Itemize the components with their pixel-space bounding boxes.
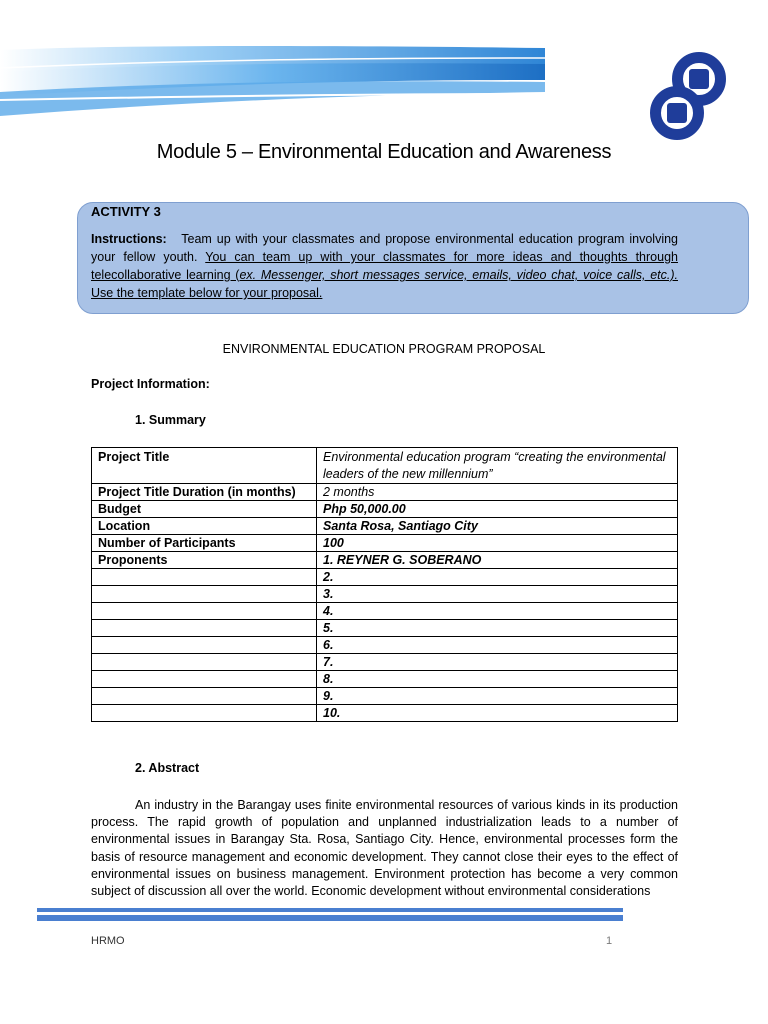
school-seal-icon — [650, 86, 704, 140]
summary-heading: 1. Summary — [135, 413, 206, 427]
table-row — [92, 569, 678, 586]
participants-value: 100 — [317, 535, 678, 552]
table-row — [92, 484, 678, 501]
summary-table — [91, 447, 678, 722]
activity-label: ACTIVITY 3 — [91, 204, 161, 219]
table-row — [92, 705, 678, 722]
proponent-1: 1. REYNER G. SOBERANO — [317, 552, 678, 569]
project-information-label: Project Information: — [91, 377, 210, 391]
footer-divider — [37, 908, 623, 912]
abstract-text: An industry in the Barangay uses finite environmental resources of various kinds in its production process. The rapid growth of population and unplanned industrialization leads to a number of environmental issues in Barangay Sta. Rosa, Santiago City. Hence, environmental processes form the basis of resource management and economic development. They cannot close their eyes to the effect of environmental issues on business management. Environment protection has become a very common subject of discussion all over the world. Economic development without environmental considerations — [91, 798, 678, 899]
header-banner — [0, 40, 560, 130]
budget-value: Php 50,000.00 — [317, 501, 678, 518]
activity-instructions — [91, 230, 678, 302]
budget-label: Budget — [92, 501, 317, 518]
table-row — [92, 620, 678, 637]
proponent-6: 6. — [317, 637, 678, 654]
instructions-underlined-italic: ex. Messenger, short messages service, emails, video chat, voice calls, etc.). — [239, 268, 678, 282]
table-row — [92, 603, 678, 620]
page-number: 1 — [606, 935, 613, 947]
table-row — [92, 552, 678, 569]
proponent-3: 3. — [317, 586, 678, 603]
table-row — [92, 535, 678, 552]
instructions-underlined-2: Use the template below for your proposal. — [91, 286, 323, 300]
table-row — [92, 501, 678, 518]
location-value: Santa Rosa, Santiago City — [317, 518, 678, 535]
project-title-value: Environmental education program “creating the environmental leaders of the new millennium” — [317, 448, 678, 484]
proponents-label: Proponents — [92, 552, 317, 569]
instructions-underlined-1: You can team up with your classmates for more ideas and thoughts through telecollaborative learning ( — [91, 250, 678, 282]
table-row — [92, 637, 678, 654]
abstract-heading: 2. Abstract — [135, 761, 200, 775]
proponent-7: 7. — [317, 654, 678, 671]
module-title: Module 5 – Environmental Education and Awareness — [156, 141, 612, 163]
proponent-9: 9. — [317, 688, 678, 705]
proponent-10: 10. — [317, 705, 678, 722]
proposal-title: ENVIRONMENTAL EDUCATION PROGRAM PROPOSAL — [222, 342, 546, 356]
table-row — [92, 518, 678, 535]
participants-label: Number of Participants — [92, 535, 317, 552]
table-row — [92, 654, 678, 671]
project-title-label: Project Title — [92, 448, 317, 484]
footer-divider — [37, 915, 623, 921]
duration-value: 2 months — [317, 484, 678, 501]
location-label: Location — [92, 518, 317, 535]
proponent-4: 4. — [317, 603, 678, 620]
table-row — [92, 671, 678, 688]
duration-label: Project Title Duration (in months) — [92, 484, 317, 501]
instructions-text: Team up with your classmates and propose environmental education program involving your fellow youth. — [91, 232, 678, 264]
footer-label: HRMO — [91, 935, 125, 947]
proponent-5: 5. — [317, 620, 678, 637]
proponent-2: 2. — [317, 569, 678, 586]
instructions-label: Instructions: — [91, 232, 167, 246]
table-row — [92, 448, 678, 484]
proponent-8: 8. — [317, 671, 678, 688]
table-row — [92, 688, 678, 705]
table-row — [92, 586, 678, 603]
